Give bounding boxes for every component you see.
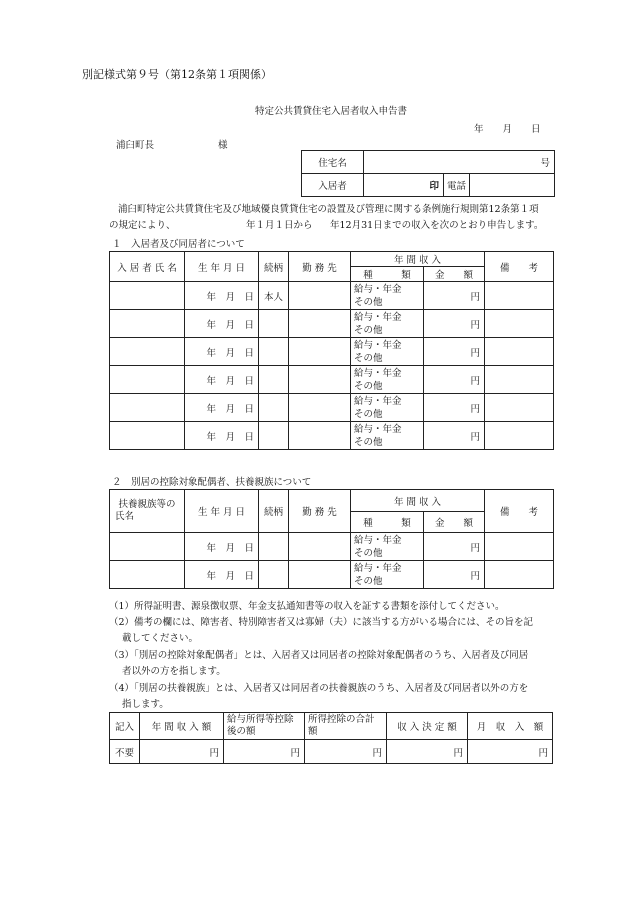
name-cell[interactable]	[110, 338, 185, 366]
deduction-total-cell[interactable]: 円	[305, 740, 387, 764]
remarks-cell[interactable]	[485, 561, 554, 589]
amount-cell[interactable]: 円	[424, 533, 485, 561]
type-cell	[351, 394, 424, 422]
date-line[interactable]: 年 月 日	[474, 124, 541, 135]
workplace-cell[interactable]	[289, 533, 351, 561]
type-other: その他	[354, 408, 383, 420]
header-decided-income: 収 入 決 定 額	[387, 713, 468, 740]
type-cell	[351, 282, 424, 310]
header-dob: 生 年 月 日	[185, 490, 259, 533]
table-row	[110, 282, 554, 310]
number-suffix: 号	[540, 158, 551, 169]
header-relation: 続柄	[259, 252, 289, 282]
workplace-cell[interactable]	[289, 422, 351, 450]
type-other: その他	[354, 324, 383, 336]
header-name-line1: 扶養親族等の	[118, 499, 176, 510]
annual-income-cell[interactable]: 円	[140, 740, 224, 764]
type-other: その他	[354, 380, 383, 392]
form-label: 別記様式第９号（第12条第１項関係）	[82, 68, 272, 81]
header-annual-income: 年 間 収 入	[351, 490, 485, 512]
note-2	[109, 614, 533, 628]
type-cell	[351, 366, 424, 394]
type-other: その他	[354, 352, 383, 364]
header-type: 種 類	[351, 267, 424, 282]
recipient: 浦臼町長	[116, 140, 155, 151]
header-after-salary-line2: 後の額	[227, 726, 256, 737]
type-salary: 給与・年金	[354, 339, 402, 351]
header-relation: 続柄	[259, 490, 289, 533]
header-amount: 金 額	[424, 267, 485, 282]
note-number: （3）	[109, 650, 135, 661]
after-salary-cell[interactable]: 円	[224, 740, 305, 764]
header-workplace: 勤 務 先	[289, 490, 351, 533]
relation-cell[interactable]	[259, 338, 289, 366]
amount-cell[interactable]: 円	[424, 394, 485, 422]
table-row	[110, 533, 554, 561]
amount-cell[interactable]: 円	[424, 561, 485, 589]
header-name: 入 居 者 氏 名	[110, 252, 185, 282]
header-remarks: 備 考	[485, 252, 554, 282]
note-2-cont: 載してください。	[122, 633, 199, 644]
intro-line-2a: の規定により、	[109, 220, 176, 231]
name-cell[interactable]	[110, 310, 185, 338]
workplace-cell[interactable]	[289, 282, 351, 310]
workplace-cell[interactable]	[289, 310, 351, 338]
workplace-cell[interactable]	[289, 338, 351, 366]
section1-table	[109, 251, 554, 450]
summary-label-not-needed: 不要	[110, 740, 140, 764]
remarks-cell[interactable]	[485, 394, 554, 422]
summary-table	[109, 712, 553, 764]
header-remarks: 備 考	[485, 490, 554, 533]
note-text: 「別居の控除対象配偶者」とは、入居者又は同居者の控除対象配偶者のうち、入居者及び同居	[134, 650, 529, 661]
type-salary: 給与・年金	[354, 534, 402, 546]
remarks-cell[interactable]	[485, 366, 554, 394]
type-salary: 給与・年金	[354, 311, 402, 323]
name-cell[interactable]	[110, 282, 185, 310]
note-text: 所得証明書、源泉徴収票、年金支払通知書等の収入を証する書類を添付してください。	[134, 601, 505, 612]
dob-cell[interactable]: 年 月 日	[185, 422, 259, 450]
name-cell[interactable]	[110, 394, 185, 422]
type-other: その他	[354, 547, 383, 559]
table-row	[110, 310, 554, 338]
relation-cell[interactable]	[259, 366, 289, 394]
type-salary: 給与・年金	[354, 283, 402, 295]
form-title: 特定公共賃貸住宅入居者収入申告書	[255, 106, 408, 117]
table-row	[110, 561, 554, 589]
header-deduction-line2: 額	[308, 726, 318, 737]
phone-label: 電話	[444, 174, 470, 197]
type-cell	[351, 310, 424, 338]
dob-cell[interactable]: 年 月 日	[185, 282, 259, 310]
relation-cell[interactable]	[259, 310, 289, 338]
relation-cell[interactable]	[259, 533, 289, 561]
remarks-cell[interactable]	[485, 533, 554, 561]
amount-cell[interactable]: 円	[424, 282, 485, 310]
type-salary: 給与・年金	[354, 562, 402, 574]
note-number: （2）	[109, 617, 135, 628]
amount-cell[interactable]: 円	[424, 422, 485, 450]
remarks-cell[interactable]	[485, 338, 554, 366]
name-cell[interactable]	[110, 533, 185, 561]
dob-cell[interactable]: 年 月 日	[185, 394, 259, 422]
type-cell	[351, 422, 424, 450]
name-cell[interactable]	[110, 422, 185, 450]
header-after-salary	[224, 713, 305, 740]
note-3-cont: 者以外の方を指します。	[122, 666, 226, 677]
dob-cell[interactable]: 年 月 日	[185, 310, 259, 338]
header-monthly-income: 月 収 入 額	[468, 713, 553, 740]
type-salary: 給与・年金	[354, 367, 402, 379]
header-type: 種 類	[351, 512, 424, 533]
type-cell	[351, 338, 424, 366]
relation-cell[interactable]	[259, 561, 289, 589]
seal-mark: 印	[429, 181, 439, 192]
phone-field[interactable]	[470, 174, 555, 197]
type-cell	[351, 533, 424, 561]
dob-cell[interactable]: 年 月 日	[185, 338, 259, 366]
header-annual-income-amount: 年 間 収 入 額	[140, 713, 224, 740]
note-4	[109, 680, 528, 694]
section2-heading: ２ 別居の控除対象配偶者、扶養親族について	[112, 477, 312, 488]
relation-cell[interactable]	[259, 422, 289, 450]
note-text: 備考の欄には、障害者、特別障害者又は寡婦（夫）に該当する方がいる場合には、その旨を記	[134, 617, 534, 628]
workplace-cell[interactable]	[289, 394, 351, 422]
intro-line-2c: 年12月31日までの収入を次のとおり申告します。	[330, 220, 544, 231]
relation-cell[interactable]	[259, 394, 289, 422]
address-label: 住宅名	[302, 151, 364, 174]
header-after-salary-line1: 給与所得等控除	[227, 714, 294, 725]
type-salary: 給与・年金	[354, 423, 402, 435]
amount-cell[interactable]: 円	[424, 310, 485, 338]
name-cell[interactable]	[110, 366, 185, 394]
table-row	[110, 338, 554, 366]
table-row	[110, 422, 554, 450]
type-other: その他	[354, 436, 383, 448]
note-1	[109, 598, 505, 612]
workplace-cell[interactable]	[289, 561, 351, 589]
header-deduction-line1: 所得控除の合計	[308, 714, 375, 725]
decided-income-cell[interactable]: 円	[387, 740, 468, 764]
applicant-box	[301, 150, 555, 197]
intro-line-1: 浦臼町特定公共賃貸住宅及び地域優良賃貸住宅の設置及び管理に関する条例施行規則第12条第１項	[118, 204, 539, 215]
type-cell	[351, 561, 424, 589]
type-other: その他	[354, 575, 383, 587]
dob-cell[interactable]: 年 月 日	[185, 366, 259, 394]
summary-label-fill: 記入	[110, 713, 140, 740]
honorific: 様	[218, 140, 228, 151]
table-row	[110, 394, 554, 422]
table-row	[110, 366, 554, 394]
dob-cell[interactable]: 年 月 日	[185, 561, 259, 589]
note-3	[109, 647, 528, 661]
header-amount: 金 額	[424, 512, 485, 533]
workplace-cell[interactable]	[289, 366, 351, 394]
header-name-line2: 氏名	[115, 511, 135, 522]
amount-cell[interactable]: 円	[424, 338, 485, 366]
header-annual-income: 年 間 収 入	[351, 252, 485, 267]
resident-field[interactable]	[364, 174, 444, 197]
section1-heading: １ 入居者及び同居者について	[112, 239, 245, 250]
header-workplace: 勤 務 先	[289, 252, 351, 282]
remarks-cell[interactable]	[485, 282, 554, 310]
note-number: （1）	[109, 601, 135, 612]
monthly-income-cell[interactable]: 円	[468, 740, 553, 764]
note-number: （4）	[109, 683, 135, 694]
header-name	[110, 490, 185, 533]
type-other: その他	[354, 296, 383, 308]
dob-cell[interactable]: 年 月 日	[185, 533, 259, 561]
note-4-cont: 指します。	[122, 699, 169, 710]
relation-cell[interactable]: 本人	[259, 282, 289, 310]
address-field[interactable]	[364, 151, 555, 174]
amount-cell[interactable]: 円	[424, 366, 485, 394]
name-cell[interactable]	[110, 561, 185, 589]
remarks-cell[interactable]	[485, 310, 554, 338]
type-salary: 給与・年金	[354, 395, 402, 407]
intro-line-2b: 年１月１日から	[246, 220, 313, 231]
note-text: 「別居の扶養親族」とは、入居者又は同居者の扶養親族のうち、入居者及び同居者以外の方を	[134, 683, 529, 694]
header-deduction-total	[305, 713, 387, 740]
header-dob: 生 年 月 日	[185, 252, 259, 282]
section2-table	[109, 489, 554, 589]
remarks-cell[interactable]	[485, 422, 554, 450]
resident-label: 入居者	[302, 174, 364, 197]
